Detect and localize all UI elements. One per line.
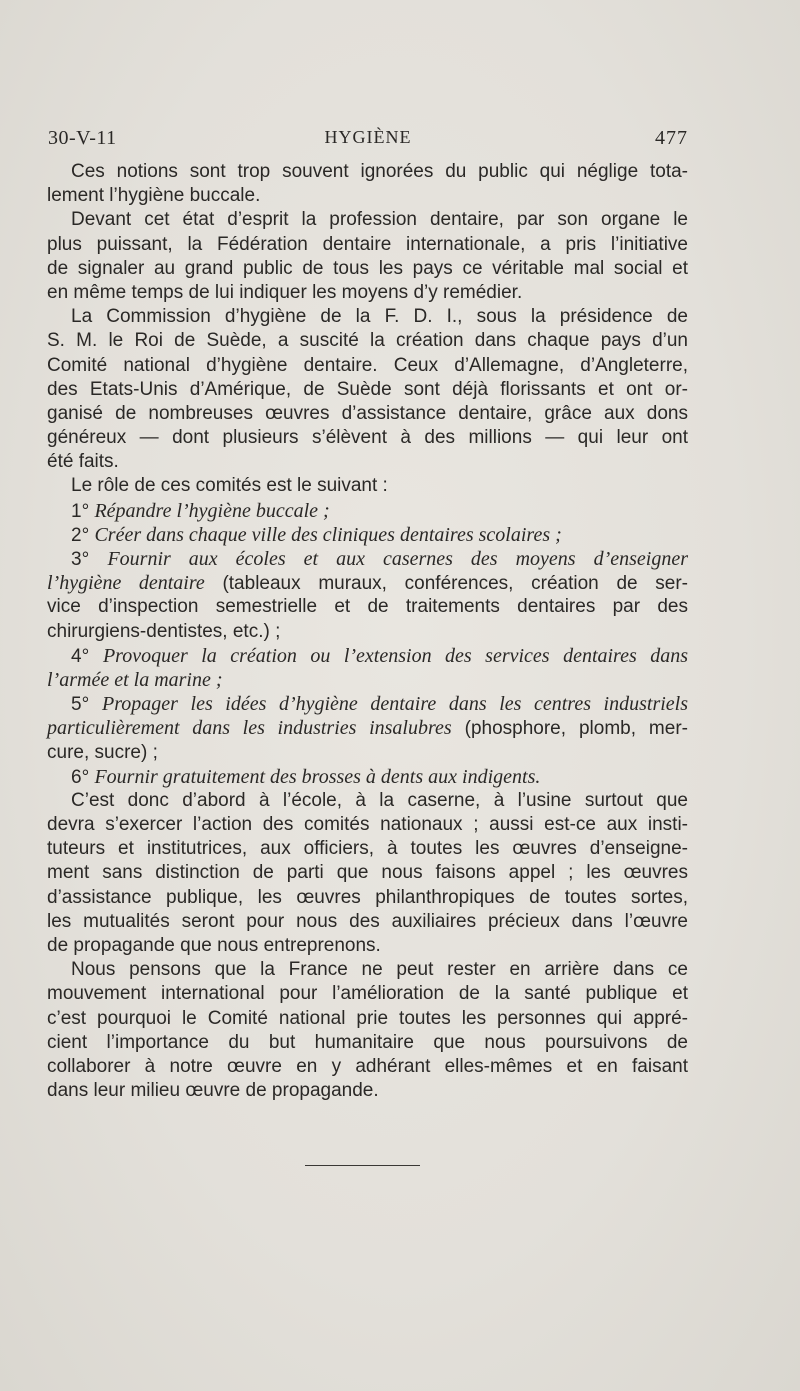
text-line: lement l’hygiène buccale. — [47, 185, 261, 207]
list-text: Répandre l’hygiène buccale ; — [94, 499, 330, 522]
list-number: 1° — [71, 500, 90, 522]
text-line: mouvement international pour l’amélioration de la santé publique et — [47, 983, 688, 1005]
list-text: Fournir aux écoles et aux casernes des moyens d’enseigner — [107, 548, 688, 570]
text-line: les mutualités seront pour nous des auxiliaires précieux dans l’œuvre — [47, 910, 688, 932]
text-line: chirurgiens-dentistes, etc.) ; — [47, 620, 281, 642]
text-line: La Commission d’hygiène de la F. D. I., sous la présidence de — [71, 306, 688, 328]
list-text: particulièrement dans les industries insalubres — [47, 717, 452, 740]
text-line — [47, 668, 688, 692]
list-text: Propager les idées d’hygiène dentaire dans les centres industriels — [102, 693, 689, 716]
text-line: dans leur milieu œuvre de propagande. — [47, 1080, 379, 1102]
list-item — [47, 692, 688, 716]
text-line: devra s’exercer l’action des comités nationaux ; aussi est-ce aux insti- — [47, 814, 688, 836]
text-line: de propagande que nous entreprenons. — [47, 935, 381, 956]
list-text-rest: (phosphore, plomb, mer- — [451, 718, 688, 740]
list-number: 5° — [71, 694, 90, 716]
list-text: Créer dans chaque ville des cliniques dentaires scolaires ; — [94, 523, 562, 546]
text-line: c’est pourquoi le Comité national prie toutes les personnes qui appré- — [47, 1007, 688, 1029]
text-line — [47, 716, 688, 740]
text-line: été faits. — [47, 451, 119, 473]
list-text: Provoquer la création ou l’extension des services dentaires dans — [102, 644, 689, 667]
list-text: l’armée et la marine ; — [47, 668, 223, 691]
text-line: Nous pensons que la France ne peut rester en arrière dans ce — [71, 959, 688, 981]
text-line: plus puissant, la Fédération dentaire internationale, a pris l’initiative — [47, 233, 688, 255]
text-line: C’est donc d’abord à l’école, à la caserne, à l’usine surtout que — [71, 789, 688, 811]
header-date: 30-V-11 — [48, 127, 117, 149]
text-line: vice d’inspection semestrielle et de traitements dentaires par des — [47, 596, 688, 618]
text-line: Devant cet état d’esprit la profession dentaire, par son organe le — [71, 209, 688, 231]
text-line: S. M. le Roi de Suède, a suscité la création dans chaque pays d’un — [47, 330, 688, 352]
list-text-rest: (tableaux muraux, conférences, création de ser- — [204, 573, 688, 595]
text-line: cure, sucre) ; — [47, 741, 158, 763]
list-number: 4° — [71, 645, 90, 667]
list-text: l’hygiène dentaire — [47, 572, 205, 595]
list-text: Fournir gratuitement des brosses à dents aux indigents. — [94, 765, 541, 788]
body-text — [47, 160, 688, 1103]
text-line: collaborer à notre œuvre en y adhérant elles-mêmes et en faisant — [47, 1055, 688, 1077]
header-title: HYGIÈNE — [324, 127, 412, 147]
text-line: en même temps de lui indiquer les moyens d’y remédier. — [47, 281, 523, 303]
section-end-rule — [305, 1165, 420, 1166]
running-head — [48, 127, 688, 153]
text-line: d’assistance publique, les œuvres philanthropiques de toutes sortes, — [47, 886, 688, 908]
text-line: ment sans distinction de parti que nous faisons appel ; les œuvres — [47, 862, 688, 884]
list-number: 3° — [71, 549, 90, 570]
text-line: ganisé de nombreuses œuvres d’assistance dentaire, grâce aux dons — [47, 402, 688, 424]
text-line: Ces notions sont trop souvent ignorées du public qui néglige tota- — [71, 161, 688, 182]
text-line: des Etats-Unis d’Amérique, de Suède sont déjà florissants et ont or- — [47, 378, 688, 400]
list-number: 2° — [71, 524, 90, 546]
text-line: généreux — dont plusieurs s’élèvent à des millions — qui leur ont — [47, 427, 688, 449]
text-line: tuteurs et institutrices, aux officiers, à toutes les œuvres d’enseigne- — [47, 838, 688, 860]
page-number: 477 — [655, 127, 688, 149]
text-line: cient l’importance du but humanitaire que nous poursuivons de — [47, 1031, 688, 1053]
text-line: Le rôle de ces comités est le suivant : — [71, 475, 388, 497]
list-item — [47, 644, 688, 668]
text-line: Comité national d’hygiène dentaire. Ceux d’Allemagne, d’Angleterre, — [47, 354, 688, 376]
list-item — [47, 499, 688, 523]
list-item — [47, 547, 688, 571]
list-item — [47, 523, 688, 547]
text-line: de signaler au grand public de tous les pays ce véritable mal social et — [47, 257, 688, 279]
list-item — [47, 765, 688, 789]
text-line — [47, 571, 688, 595]
list-number: 6° — [71, 766, 90, 788]
